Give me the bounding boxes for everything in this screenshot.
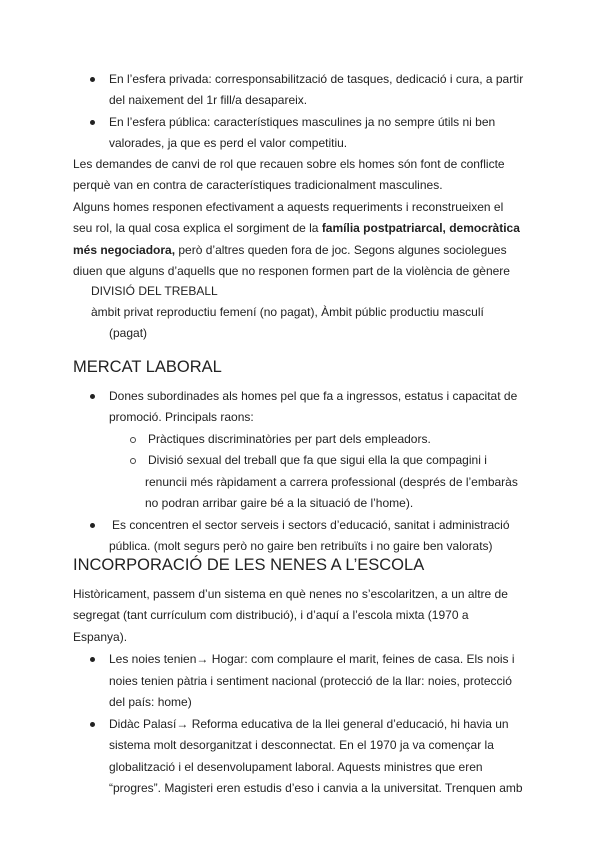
circle-bullet-icon <box>130 458 136 464</box>
text-line: àmbit privat reproductiu femení (no pagat), Àmbit públic productiu masculí <box>91 305 484 319</box>
text: seu rol, la qual cosa explica el sorgiment de la <box>73 221 322 235</box>
text-line: diuen que alguns d’aquells que no responen formen part de la violència de gènere <box>73 264 510 278</box>
text-line: Les demandes de canvi de rol que recauen sobre els homes són font de conflicte <box>73 157 505 171</box>
text-line: Alguns homes responen efectivament a aquests requeriments i reconstrueixen el <box>73 200 504 214</box>
text-line: En l’esfera pública: característiques masculines ja no sempre útils ni ben <box>109 115 496 129</box>
text-line: Dones subordinades als homes pel que fa a ingressos, estatus i capacitat de <box>109 389 518 403</box>
text-line: renuncii més ràpidament a carrera professional (després de l’embaràs <box>145 475 518 489</box>
text-line: perquè van en contra de característiques tradicionalment masculines. <box>73 178 443 192</box>
text-line: En l’esfera privada: corresponsabilització de tasques, dedicació i cura, a partir <box>109 72 524 86</box>
text-line: pública. (molt segurs però no gaire ben retribuïts i no gaire ben valorats) <box>109 539 493 553</box>
text-line: del país: home) <box>109 695 192 709</box>
bullet-icon <box>90 120 95 125</box>
text-line: “progres”. Magisteri eren estudis d’eso i canvia a la universitat. Trenquen amb <box>109 781 523 795</box>
bullet-icon <box>90 523 95 528</box>
text-line: Didàc Palasí→ Reforma educativa de la llei general d’educació, hi havia un <box>109 717 509 731</box>
text-line: del naixement del 1r fill/a desapareix. <box>109 93 308 107</box>
text-line: Històricament, passem d’un sistema en què nenes no s’escolaritzen, a un altre de <box>73 587 508 601</box>
text-line: sistema molt desorganitzat i desconnectat. En el 1970 ja va començar la <box>109 738 494 752</box>
section-heading: INCORPORACIÓ DE LES NENES A L’ESCOLA <box>73 556 425 574</box>
text-line: Espanya). <box>73 630 128 644</box>
text-line: Les noies tenien→ Hogar: com complaure el marit, feines de casa. Els nois i <box>109 652 515 666</box>
text-line: (pagat) <box>109 326 148 340</box>
text-line: promoció. Principals raons: <box>109 410 254 424</box>
text-line: Pràctiques discriminatòries per part dels empleadors. <box>148 432 431 446</box>
text-line: segregat (tant currículum com distribució), i d’aquí a l’escola mixta (1970 a <box>73 608 469 622</box>
text-line: noies tenien pàtria i sentiment nacional (protecció de la llar: noies, protecció <box>109 674 512 688</box>
text-line: valorades, ja que es perd el valor competitiu. <box>109 136 348 150</box>
bold-text: família postpatriarcal, democràtica <box>321 221 520 235</box>
circle-bullet-icon <box>130 437 136 443</box>
text-line: no podran arribar gaire bé a la situació de l’home). <box>145 496 414 510</box>
text-line: globalització i el desenvolupament laboral. Aquests ministres que eren <box>109 760 483 774</box>
bullet-icon <box>90 77 95 82</box>
bullet-icon <box>90 394 95 399</box>
text-line <box>73 240 507 260</box>
text: però d’altres queden fora de joc. Segons algunes sociolegues <box>175 243 507 257</box>
text-line: Divisió sexual del treball que fa que sigui ella la que compagini i <box>148 453 487 467</box>
section-heading: MERCAT LABORAL <box>73 358 222 376</box>
bullet-icon <box>90 722 95 727</box>
bold-text: més negociadora, <box>73 243 176 257</box>
subheading: DIVISIÓ DEL TREBALL <box>91 284 218 298</box>
text-line: Es concentren el sector serveis i sectors d’educació, sanitat i administració <box>112 518 510 532</box>
bullet-icon <box>90 657 95 662</box>
text-line <box>73 218 520 238</box>
